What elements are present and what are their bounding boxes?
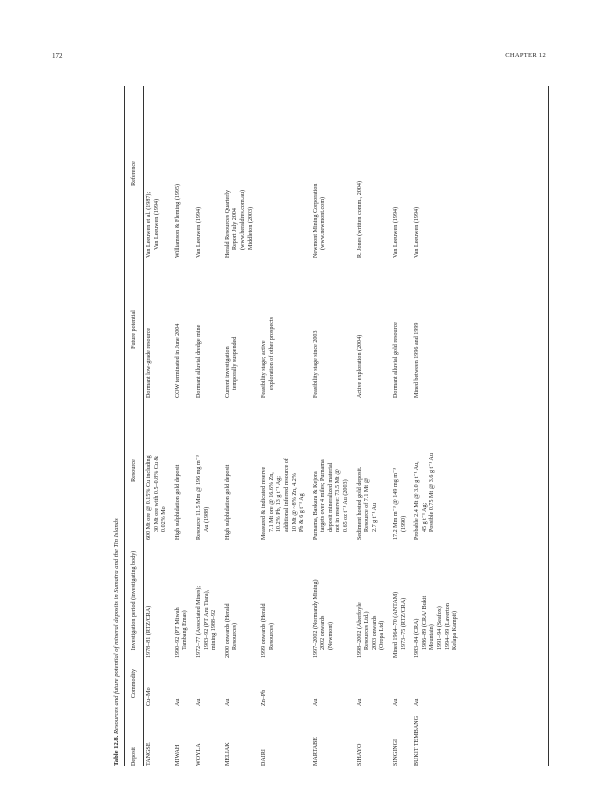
- cell-resource: [222, 398, 258, 540]
- cell-line: (Newmont): [327, 621, 334, 650]
- cell-deposit: SINGINGI: [393, 738, 400, 766]
- cell-line: Van Leeuwen (1994): [195, 206, 202, 258]
- cell-reference: [143, 86, 172, 258]
- cell-line: COW terminated in June 2004: [174, 323, 181, 398]
- page-number: 172: [52, 52, 63, 60]
- cell-commodity: Au: [224, 698, 231, 706]
- cell-commodity: Zn–Pb: [261, 689, 268, 706]
- cell-line: deposit mineralized material: [327, 462, 334, 532]
- cell-line: Resources): [268, 622, 275, 650]
- cell-deposit: MARTABE: [312, 737, 319, 766]
- cell-investigation: [310, 540, 354, 658]
- cell-line: 1978–81 (RTZ/CRA): [146, 605, 152, 658]
- cell-commodity: Au: [174, 698, 181, 706]
- cell-line: 10.2% Pb, 13 g t⁻¹ Ag;: [276, 476, 283, 532]
- cell-investigation: [390, 540, 411, 658]
- cell-future: [390, 258, 411, 398]
- cell-deposit: MELIAK: [224, 742, 231, 766]
- cell-line: Feasibility stage; active: [261, 340, 268, 398]
- cell-line: 0.65 oz t⁻¹ Au (2003): [343, 479, 350, 532]
- table-header-row: [126, 86, 143, 766]
- deposits-table: [126, 86, 463, 766]
- cell-deposit: SIHAYO: [356, 743, 363, 766]
- cell-line: Van Leeuwen (1994): [414, 206, 421, 258]
- cell-line: 1997–2002 (Normandy Mining): [312, 579, 319, 658]
- header-resource: Resource: [130, 459, 137, 482]
- cell-resource: [258, 398, 310, 540]
- cell-line: High sulphidation gold deposit: [174, 464, 181, 540]
- cell-line: Van Leeuwen et al. (1987);: [146, 191, 152, 258]
- cell-line: targets over 4 miles; Purnama: [320, 459, 327, 532]
- cell-resource: [143, 398, 172, 540]
- cell-line: 2002 onwards: [320, 615, 327, 650]
- cell-line: Kelapa Kampit): [452, 610, 459, 650]
- cell-line: 2000 onwards (Herald: [224, 603, 231, 658]
- cell-commodity: Au: [414, 698, 421, 706]
- cell-investigation: [172, 540, 193, 658]
- cell-line: Feasibility stage since 2003: [312, 330, 319, 398]
- cell-line: Williamson & Fleming (1995): [174, 183, 181, 258]
- cell-investigation: [222, 540, 258, 658]
- table-row: [354, 86, 390, 766]
- cell-line: Resource of 7.1 Mt @: [364, 477, 371, 532]
- cell-future: [172, 258, 193, 398]
- cell-line: High sulphidation gold deposit: [224, 464, 231, 540]
- cell-commodity: Au: [312, 698, 319, 706]
- cell-line: temporally suspended: [232, 336, 239, 390]
- cell-line: Dormant alluvial gold resource: [393, 322, 400, 398]
- cell-future: [354, 258, 390, 398]
- cell-resource: [390, 398, 411, 540]
- table-caption-label: Table 12.8.: [113, 735, 120, 766]
- table-row: [390, 86, 411, 766]
- cell-line: (1990): [400, 515, 407, 532]
- cell-line: Resource 11.5 Mm @ 196 mg m⁻³: [195, 455, 202, 540]
- cell-line: Mined 1964–70 (ANTAM): [393, 591, 400, 658]
- cell-investigation: [411, 540, 463, 658]
- table-row: [222, 86, 258, 766]
- cell-line: 1999 onwards (Herald: [261, 603, 268, 658]
- cell-line: 0.02% Mo: [161, 506, 168, 532]
- cell-line: 1998–2002 (Aberfoyle: [356, 602, 363, 658]
- cell-resource: [193, 398, 222, 540]
- cell-line: Sediment hosted gold deposit.: [356, 466, 363, 540]
- table-row: [143, 86, 172, 766]
- cell-line: 600 Mt ore @ 0.15% Cu including: [146, 455, 152, 540]
- cell-line: Au (1988): [203, 506, 210, 532]
- cell-future: [310, 258, 354, 398]
- cell-resource: [310, 398, 354, 540]
- cell-line: 1990–92 (PT Miwah: [174, 607, 181, 658]
- cell-commodity: Cu–Mo: [146, 687, 152, 706]
- table-caption: [112, 86, 121, 766]
- table-bottom-rule: [548, 86, 549, 766]
- cell-line: Probable 2.4 Mt @ 3.0 g t⁻¹ Au,: [414, 461, 421, 540]
- cell-line: 1983–92 (PT Aru Tiara),: [203, 589, 210, 650]
- cell-reference: [258, 86, 310, 258]
- table-row: [258, 86, 310, 766]
- header-future: Future potential: [130, 310, 137, 349]
- cell-line: Mountain): [429, 624, 436, 650]
- cell-line: Resources): [232, 622, 239, 650]
- cell-line: Possible 0.75 Mt @ 3.6 g t⁻¹ Au: [429, 453, 436, 532]
- cell-line: Dormant low-grade resource: [146, 327, 152, 398]
- cell-line: (Oropa Ltd): [379, 620, 386, 650]
- cell-line: additional inferred resource of: [283, 458, 290, 532]
- cell-reference: [193, 86, 222, 258]
- header-investigation: Investigation period (investigating body): [130, 550, 137, 651]
- cell-line: Dormant alluvial dredge mine: [195, 324, 202, 398]
- cell-line: Tambang Emas): [182, 610, 189, 650]
- table-top-rule: [124, 86, 125, 766]
- cell-line: 17.2 Mm m⁻³ @ 149 mg m⁻³: [393, 467, 400, 540]
- cell-reference: [411, 86, 463, 258]
- cell-line: Pb & 6 g t⁻¹ Ag: [299, 493, 306, 532]
- cell-resource: [172, 398, 193, 540]
- cell-line: 1991–94 (Seafox): [437, 606, 443, 650]
- cell-line: 30 Mt ore with 0.5–0.8% Cu &: [153, 455, 160, 532]
- cell-deposit: MIWAH: [174, 744, 181, 766]
- cell-line: (www.newmont.com): [320, 196, 327, 250]
- rotated-table-block: [112, 86, 552, 766]
- cell-line: 2.7 g t⁻¹ Au: [371, 502, 378, 532]
- cell-future: [222, 258, 258, 398]
- cell-deposit: TANGSE: [146, 742, 152, 766]
- cell-investigation: [143, 540, 172, 658]
- table-row: [172, 86, 193, 766]
- cell-investigation: [258, 540, 310, 658]
- cell-resource: [354, 398, 390, 540]
- cell-reference: [310, 86, 354, 258]
- cell-line: 2003 onwards: [371, 615, 378, 650]
- cell-line: Mined between 1996 and 1999: [414, 322, 421, 398]
- cell-line: 10 Mt @ ~8% Zn, 4.2%: [291, 473, 298, 532]
- chapter-header: CHAPTER 12: [505, 52, 546, 59]
- table-caption-text: Resources and future potential of mineral deposits in Sumatra and the Tin Islands: [113, 518, 120, 734]
- cell-line: Newmont Mining Corporation: [312, 183, 319, 258]
- cell-line: not in reserve: 73.5 Mt @: [335, 469, 342, 532]
- cell-line: 45 g t⁻¹ Ag;: [421, 502, 428, 532]
- cell-line: Active exploration (2004): [356, 334, 363, 398]
- cell-line: Resources Ltd.): [364, 611, 371, 650]
- cell-line: 1972–77 (Associated Mines);: [195, 585, 202, 658]
- table-row: [411, 86, 463, 766]
- cell-line: Report July 2004: [232, 208, 239, 250]
- cell-commodity: Au: [195, 698, 202, 706]
- cell-investigation: [354, 540, 390, 658]
- header-reference: Reference: [130, 161, 137, 186]
- cell-deposit: WOYLA: [195, 743, 202, 766]
- cell-future: [411, 258, 463, 398]
- cell-deposit: DAIRI: [261, 749, 268, 766]
- cell-line: Measured & indicated reserve: [261, 466, 268, 540]
- cell-line: Middleton (2003): [247, 206, 254, 250]
- cell-line: exploration of other prospects: [268, 317, 275, 390]
- header-deposit: Deposit: [130, 747, 137, 766]
- cell-line: Current investigation: [224, 346, 231, 398]
- header-commodity: Commodity: [130, 668, 137, 699]
- cell-line: (www.heraldres.com.au): [239, 189, 246, 250]
- cell-commodity: Au: [356, 698, 363, 706]
- cell-line: R. Jones (written comm., 2004): [356, 180, 363, 258]
- cell-line: 1986–89 (CRA/ Bukit: [421, 595, 428, 650]
- cell-commodity: Au: [393, 698, 400, 706]
- cell-line: Herald Resources Quarterly: [224, 189, 231, 258]
- cell-investigation: [193, 540, 222, 658]
- cell-line: mining 1988–92: [211, 609, 218, 650]
- cell-line: Purnama, Baskara & Kejora: [312, 471, 319, 540]
- cell-future: [143, 258, 172, 398]
- cell-reference: [172, 86, 193, 258]
- cell-reference: [354, 86, 390, 258]
- table-row: [193, 86, 222, 766]
- cell-reference: [390, 86, 411, 258]
- cell-deposit: BUKIT TEMBANG: [414, 715, 421, 766]
- cell-line: 1994–99 (Laverton: [444, 603, 451, 650]
- cell-resource: [411, 398, 463, 540]
- cell-line: Van Leeuwen (1994): [393, 206, 400, 258]
- cell-line: 7.1 Mt ore @ 16.6% Zn,: [268, 472, 275, 532]
- cell-line: Van Leeuwen (1994): [153, 198, 160, 250]
- cell-future: [193, 258, 222, 398]
- cell-line: 1973–75 (RTZ/CRA): [400, 597, 407, 650]
- cell-line: 1983–84 (CRA): [414, 618, 421, 658]
- table-row: [310, 86, 354, 766]
- cell-future: [258, 258, 310, 398]
- cell-reference: [222, 86, 258, 258]
